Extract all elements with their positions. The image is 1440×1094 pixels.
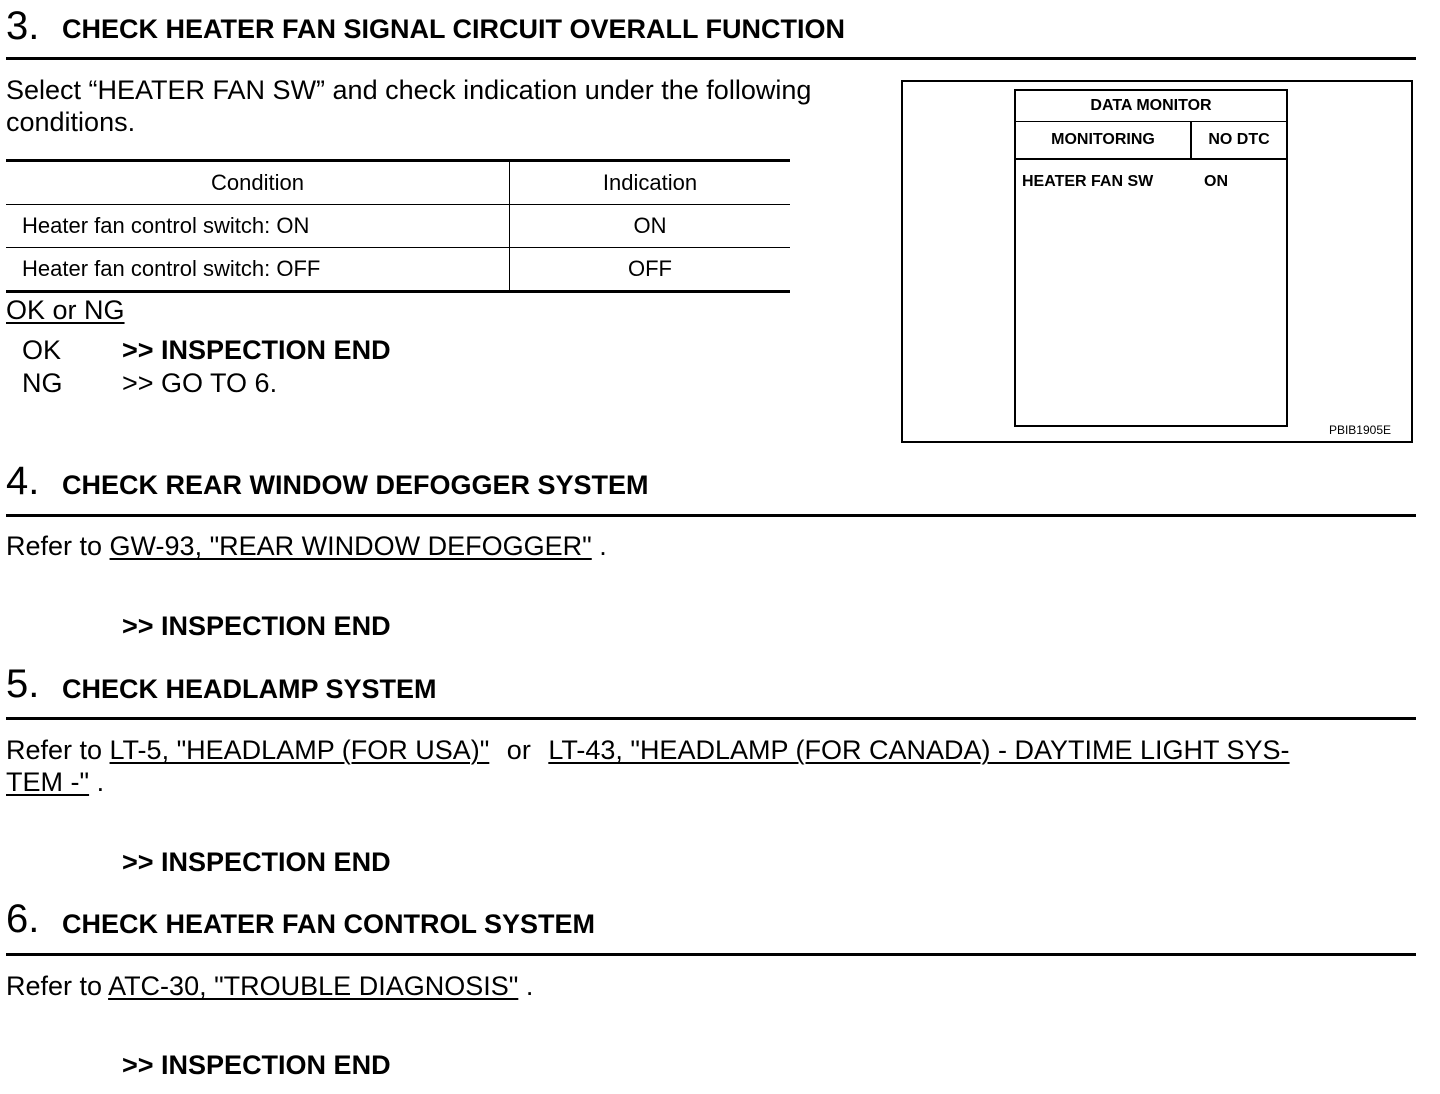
- refer-prefix: Refer to: [6, 531, 110, 561]
- step-6-result: >> INSPECTION END: [122, 1050, 391, 1080]
- ok-result-line: [22, 334, 391, 366]
- ok-code: OK: [22, 335, 62, 365]
- step-6-number: 6.: [6, 897, 40, 941]
- table-row: [6, 205, 790, 248]
- step-3-instruction-line1: Select “HEATER FAN SW” and check indication under the following: [6, 75, 812, 105]
- header-indication: Indication: [510, 161, 791, 205]
- refer-prefix: Refer to: [6, 971, 109, 1001]
- table-header-row: [6, 161, 790, 205]
- link-lt-43-continued[interactable]: TEM -": [6, 767, 90, 797]
- figure-id: PBIB1905E: [1328, 423, 1391, 437]
- ng-result-line: [22, 367, 277, 399]
- step-3-title: CHECK HEATER FAN SIGNAL CIRCUIT OVERALL FUNCTION: [62, 14, 846, 44]
- step-5-refer-line2: [6, 766, 104, 798]
- ng-code: NG: [22, 368, 63, 398]
- indication-cell: OFF: [510, 248, 791, 292]
- step-6-result-line: [122, 1049, 391, 1081]
- refer-suffix: .: [89, 767, 105, 797]
- condition-cell: Heater fan control switch: OFF: [6, 248, 510, 292]
- refer-suffix: .: [591, 531, 607, 561]
- link-gw-93[interactable]: GW-93, "REAR WINDOW DEFOGGER": [109, 531, 592, 561]
- data-monitor-screen: [1014, 89, 1288, 427]
- monitor-item-value: ON: [1204, 173, 1228, 190]
- step-3-number: 3.: [6, 4, 40, 48]
- step-3-instruction-line2: conditions.: [6, 107, 136, 137]
- refer-prefix: Refer to: [6, 735, 110, 765]
- header-condition: Condition: [6, 161, 510, 205]
- step-6-title: CHECK HEATER FAN CONTROL SYSTEM: [62, 909, 596, 939]
- tab-monitoring: MONITORING: [1016, 122, 1192, 158]
- ng-result: >> GO TO 6.: [122, 368, 278, 398]
- step-4-divider: [6, 514, 1416, 517]
- step-5-title: CHECK HEADLAMP SYSTEM: [62, 674, 437, 704]
- link-lt-43[interactable]: LT-43, "HEADLAMP (FOR CANADA) - DAYTIME LIGHT SYS-: [548, 735, 1290, 765]
- monitor-tabs: [1016, 122, 1286, 160]
- data-monitor-figure: [901, 80, 1413, 443]
- condition-cell: Heater fan control switch: ON: [6, 205, 510, 248]
- ok-or-ng-label: OK or NG: [6, 295, 125, 325]
- step-5-refer-line1: [6, 734, 1290, 766]
- step-6-divider: [6, 953, 1416, 956]
- step-5-result: >> INSPECTION END: [122, 847, 391, 877]
- step-3-divider: [6, 57, 1416, 60]
- step-5-number: 5.: [6, 662, 40, 706]
- step-4-title: CHECK REAR WINDOW DEFOGGER SYSTEM: [62, 470, 649, 500]
- step-6-refer: [6, 970, 533, 1002]
- refer-suffix: .: [518, 971, 534, 1001]
- ok-result: >> INSPECTION END: [122, 335, 391, 365]
- step-4-number: 4.: [6, 459, 40, 503]
- step-4-result-line: [122, 610, 391, 642]
- step-5-result-line: [122, 846, 391, 878]
- step-4-result: >> INSPECTION END: [122, 611, 391, 641]
- tab-no-dtc: NO DTC: [1208, 131, 1270, 148]
- link-lt-5[interactable]: LT-5, "HEADLAMP (FOR USA)": [109, 735, 490, 765]
- table-row: [6, 248, 790, 292]
- indication-cell: ON: [510, 205, 791, 248]
- condition-table: [6, 159, 790, 293]
- step-5-divider: [6, 717, 1416, 720]
- link-atc-30[interactable]: ATC-30, "TROUBLE DIAGNOSIS": [108, 971, 519, 1001]
- monitor-title: DATA MONITOR: [1016, 91, 1286, 122]
- monitor-item-row: [1022, 173, 1228, 191]
- step-4-refer: [6, 530, 607, 562]
- monitor-item-name: HEATER FAN SW: [1022, 173, 1154, 190]
- or-text: or: [499, 735, 539, 765]
